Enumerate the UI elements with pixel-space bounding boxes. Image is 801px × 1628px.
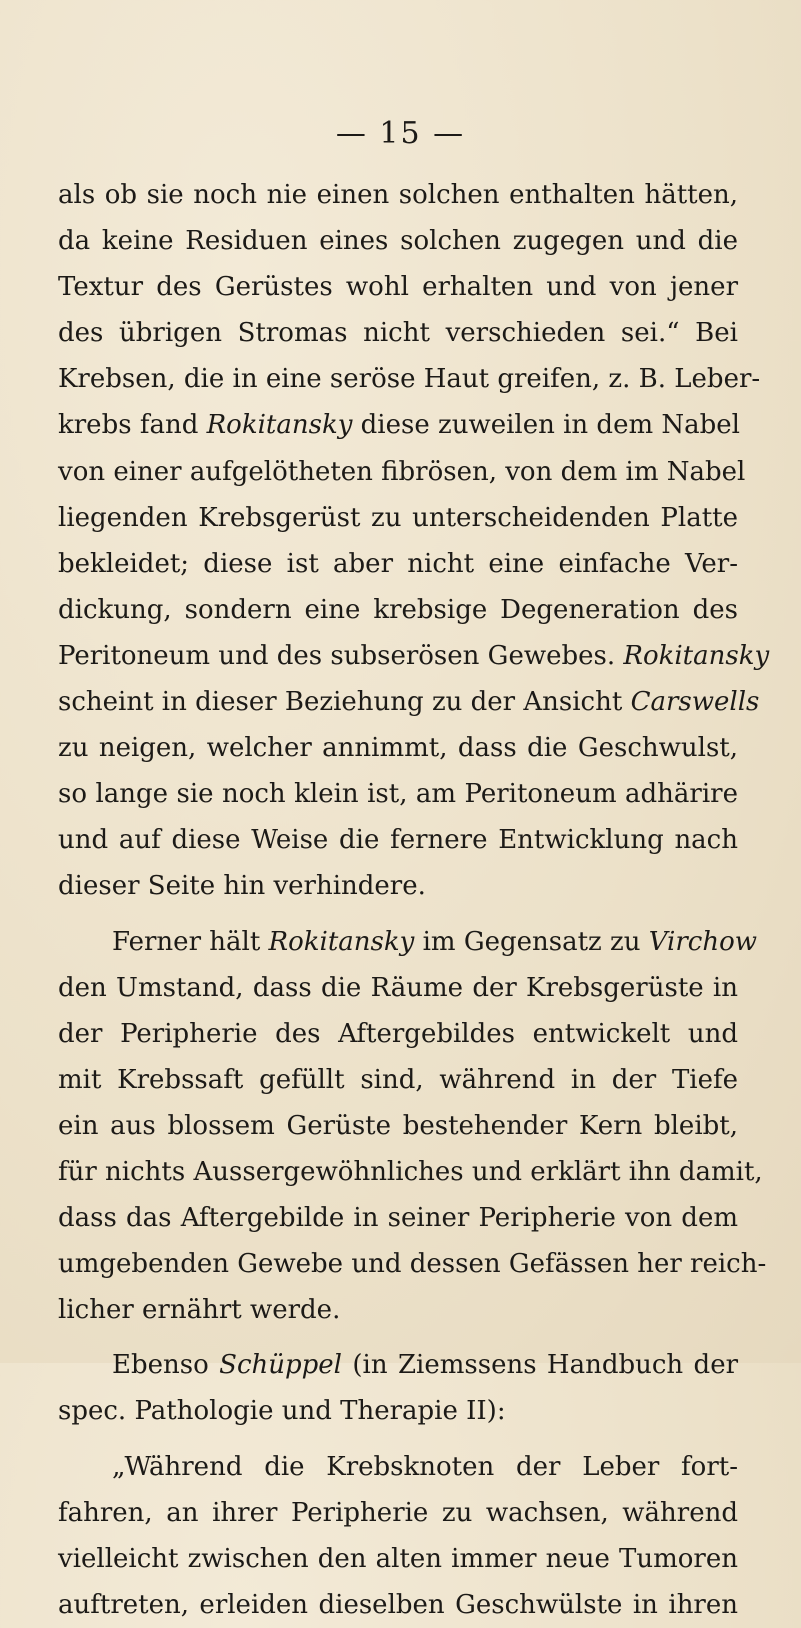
text-segment: „Während die Krebsknoten der Leber fort- (112, 1451, 738, 1482)
paragraph (58, 919, 767, 1334)
text-line (58, 919, 758, 965)
cited-name: Rokitansky (623, 640, 770, 671)
cited-name: Virchow (648, 926, 758, 957)
paragraph-gap (58, 1435, 738, 1444)
text-segment: da keine Residuen eines solchen zugegen und die (58, 226, 738, 257)
text-segment: auftreten, erleiden dieselben Geschwülste in ihren (58, 1589, 738, 1620)
text-line (58, 1388, 738, 1434)
text-line (58, 1287, 738, 1333)
text-line (58, 679, 760, 725)
text-line (58, 1342, 738, 1388)
text-line (58, 587, 738, 633)
text-segment: im Gegensatz zu (414, 926, 649, 957)
paragraph (58, 1342, 738, 1434)
text-segment: als ob sie noch nie einen solchen enthalten hätten, (58, 180, 738, 210)
text-segment: diese zuweilen in dem Nabel (352, 410, 740, 441)
text-segment: fahren, an ihrer Peripherie zu wachsen, während (58, 1497, 738, 1528)
text-line (58, 218, 738, 264)
page-number: — 15 — (335, 116, 466, 151)
text-segment: dickung, sondern eine krebsige Degeneration des (58, 594, 738, 625)
text-segment: spec. Pathologie und Therapie II): (58, 1396, 506, 1427)
text-line (58, 863, 738, 909)
text-segment: dass das Aftergebilde in seiner Peripherie von dem (58, 1203, 738, 1234)
text-line (58, 402, 738, 448)
text-segment: ein aus blossem Gerüste bestehender Kern bleibt, (58, 1110, 738, 1141)
text-segment: so lange sie noch klein ist, am Peritoneum adhärire (58, 779, 738, 810)
text-line (58, 965, 738, 1011)
text-line (58, 1582, 738, 1628)
text-segment: krebs fand (58, 410, 207, 441)
text-line (58, 449, 746, 495)
text-segment: für nichts Aussergewöhnliches und erklärt ihn damit, (58, 1156, 763, 1187)
text-line (58, 1241, 767, 1287)
text-line (58, 1195, 738, 1241)
paragraph-gap (58, 1333, 738, 1342)
text-line (58, 1011, 738, 1057)
text-line (58, 310, 738, 356)
text-segment: Peritoneum und des subserösen Gewebes. (58, 640, 624, 671)
text-segment: des übrigen Stromas nicht verschieden sei.“ Bei (58, 318, 738, 349)
text-segment: umgebenden Gewebe und dessen Gefässen her reich- (58, 1249, 767, 1280)
text-segment: Ebenso (112, 1350, 220, 1381)
text-line (58, 817, 738, 863)
text-line (58, 1444, 738, 1490)
text-line (58, 1536, 738, 1582)
text-line (58, 1057, 738, 1103)
text-segment: Krebsen, die in eine seröse Haut greifen, z. B. Leber- (58, 364, 761, 395)
text-line (58, 356, 761, 402)
text-segment: der Peripherie des Aftergebildes entwickelt und (58, 1018, 738, 1049)
text-segment: (in Ziemssens Handbuch der (342, 1350, 739, 1381)
text-segment: den Umstand, dass die Räume der Krebsgerüste in (58, 972, 738, 1003)
text-segment: mit Krebssaft gefüllt sind, während in der Tiefe (58, 1064, 738, 1095)
text-segment: liegenden Krebsgerüst zu unterscheidenden Platte (58, 502, 738, 533)
cited-name: Carswells (630, 687, 760, 718)
text-line (58, 172, 738, 218)
text-segment: Textur des Gerüstes wohl erhalten und von jener (58, 272, 738, 303)
text-line (58, 725, 738, 771)
text-line (58, 541, 738, 587)
text-segment: von einer aufgelötheten fibrösen, von dem im Nabel (58, 456, 746, 487)
text-segment: zu neigen, welcher annimmt, dass die Geschwulst, (58, 733, 738, 764)
paragraph (58, 172, 770, 910)
text-segment: bekleidet; diese ist aber nicht eine einfache Ver- (58, 548, 738, 579)
body-text (58, 172, 770, 1628)
text-segment: vielleicht zwischen den alten immer neue Tumoren (58, 1543, 738, 1574)
text-segment: dieser Seite hin verhindere. (58, 871, 426, 902)
cited-name: Schüppel (219, 1350, 342, 1381)
text-line (58, 633, 770, 679)
text-line (58, 1149, 763, 1195)
paragraph (58, 1444, 738, 1628)
text-line (58, 771, 738, 817)
text-line (58, 1103, 738, 1149)
cited-name: Rokitansky (206, 410, 353, 441)
text-segment: Ferner hält (112, 926, 269, 957)
text-line (58, 264, 738, 310)
text-line (58, 1490, 738, 1536)
paragraph-gap (58, 910, 738, 919)
text-line (58, 495, 738, 541)
text-segment: und auf diese Weise die fernere Entwicklung nach (58, 825, 738, 856)
text-segment: licher ernährt werde. (58, 1295, 341, 1326)
cited-name: Rokitansky (268, 926, 415, 957)
text-segment: scheint in dieser Beziehung zu der Ansicht (58, 687, 631, 718)
